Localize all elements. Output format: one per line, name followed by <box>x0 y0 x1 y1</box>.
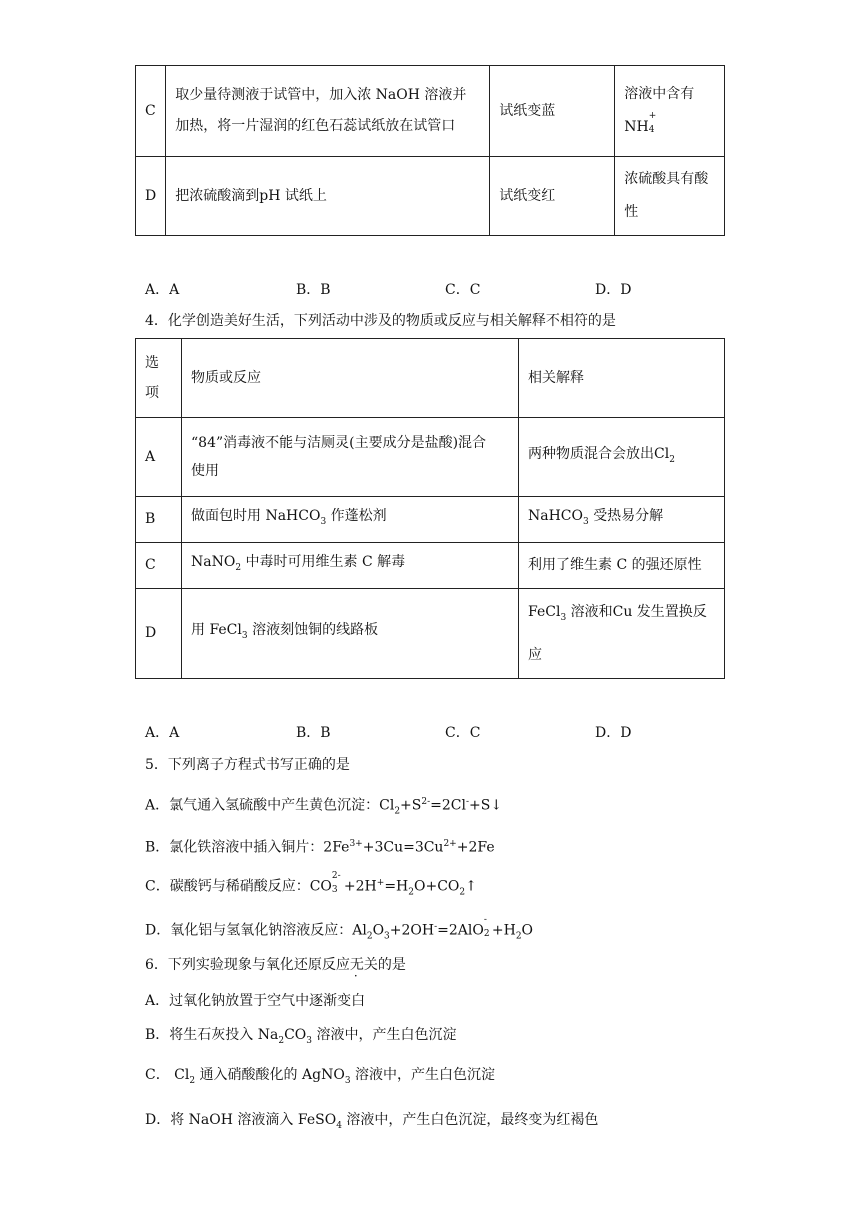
header-substance: 物质或反应 <box>182 339 519 418</box>
q6-option-a[interactable]: A．过氧化钠放置于空气中逐渐变白 <box>145 993 366 1009</box>
operation-line: 加热，将一片湿润的红色石蕊试纸放在试管口 <box>175 118 456 134</box>
phenomenon-cell: 试纸变蓝 <box>490 66 615 157</box>
question-5-stem: 5．下列离子方程式书写正确的是 <box>145 757 350 773</box>
substance-cell: 用 FeCl$_3$ 溶液刻蚀铜的线路板 <box>182 589 519 679</box>
explanation-cell: 利用了维生素 C 的强还原性 <box>519 543 725 589</box>
q4-table <box>135 338 725 679</box>
option-b[interactable]: B．B <box>296 282 331 298</box>
row-label: C <box>136 543 182 589</box>
operation-cell: 把浓硫酸滴到pH 试纸上 <box>166 157 490 236</box>
q6-option-b[interactable]: B．将生石灰投入 $Na_2CO_3$ 溶液中，产生白色沉淀 <box>145 1027 457 1046</box>
table-row <box>136 543 725 589</box>
option-b[interactable]: B．B <box>296 725 331 741</box>
option-c[interactable]: C．C <box>445 282 481 298</box>
explanation-cell: 两种物质混合会放出$Cl_2$ <box>519 418 725 497</box>
conclusion-cell <box>615 157 725 236</box>
conclusion-formula: NH + 4 <box>624 111 657 135</box>
experiment-table <box>135 65 725 236</box>
down-arrow-icon: ↓ <box>490 797 503 814</box>
q5-option-a[interactable]: A．氯气通入氢硫酸中产生黄色沉淀：$Cl_2+S^{2-}=2Cl^-+S↓$ <box>145 797 503 817</box>
conclusion-cell <box>615 66 725 157</box>
row-label: D <box>136 157 166 236</box>
table-row <box>136 157 725 236</box>
row-label: B <box>136 497 182 543</box>
q6-option-c[interactable]: C． $Cl_2$ 通入硝酸酸化的 AgNO$_3$ 溶液中，产生白色沉淀 <box>145 1067 496 1086</box>
option-d[interactable]: D．D <box>595 282 632 298</box>
row-label: A <box>136 418 182 497</box>
q6-option-d[interactable]: D．将 NaOH 溶液滴入 FeSO$_4$ 溶液中，产生白色沉淀，最终变为红褐色 <box>145 1112 599 1131</box>
table-header-row <box>136 339 725 418</box>
substance-cell: 做面包时用 NaHCO$_3$ 作蓬松剂 <box>182 497 519 543</box>
operation-line: 取少量待测液于试管中，加入浓 NaOH 溶液并 <box>175 87 467 103</box>
q5-option-b[interactable]: B．氯化铁溶液中插入铜片：$2Fe^{3+}+3Cu=3Cu^{2+}+2Fe$ <box>145 839 495 856</box>
explanation-cell: NaHCO$_3$ 受热易分解 <box>519 497 725 543</box>
phenomenon-cell: 试纸变红 <box>490 157 615 236</box>
option-d[interactable]: D．D <box>595 725 632 741</box>
conclusion-line: 溶液中含有 <box>624 86 695 102</box>
table-row <box>136 497 725 543</box>
option-a[interactable]: A．A <box>145 282 180 298</box>
conclusion-line: 性 <box>624 204 639 220</box>
up-arrow-icon: ↑ <box>465 878 477 895</box>
row-label: C <box>136 66 166 157</box>
question-6-stem: 6．下列实验现象与氧化还原反应无关的是 <box>145 957 406 973</box>
row-label: D <box>136 589 182 679</box>
option-a[interactable]: A．A <box>145 725 180 741</box>
q5-option-c[interactable]: C．碳酸钙与稀硝酸反应：CO 2- 3 $+2H^+=H_2O+CO_2↑$ <box>145 870 477 898</box>
q5-option-d[interactable]: D．氧化铝与氢氧化钠溶液反应：$Al_2O_3+2OH^-=2AlO$ - 2 $+H_2O$ <box>145 914 534 942</box>
question-4-stem: 4．化学创造美好生活，下列活动中涉及的物质或反应与相关解释不相符的是 <box>145 313 616 329</box>
table-row <box>136 589 725 679</box>
table-row <box>136 66 725 157</box>
header-explanation: 相关解释 <box>519 339 725 418</box>
substance-cell: “84”消毒液不能与洁厕灵(主要成分是盐酸)混合 使用 <box>182 418 519 497</box>
table-row <box>136 418 725 497</box>
conclusion-line: 浓硫酸具有酸 <box>624 171 709 187</box>
operation-cell <box>166 66 490 157</box>
explanation-cell: FeCl$_3$ 溶液和Cu 发生置换反 应 <box>519 589 725 679</box>
header-option: 选 项 <box>136 339 182 418</box>
substance-cell: NaNO$_2$ 中毒时可用维生素 C 解毒 <box>182 543 519 589</box>
option-c[interactable]: C．C <box>445 725 481 741</box>
emphasis-char: 无 <box>349 957 364 973</box>
